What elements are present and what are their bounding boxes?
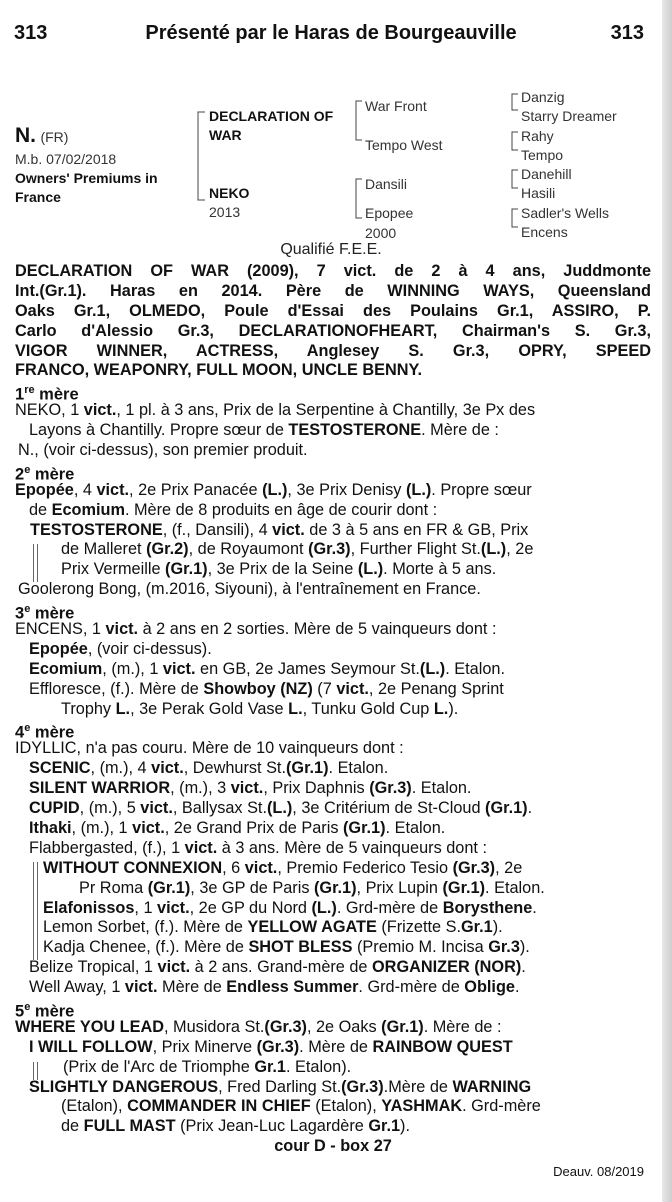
pedigree-gen3: Danehill xyxy=(521,166,572,182)
premiums-line-2: France xyxy=(15,189,61,205)
produce-line: (Prix de l'Arc de Triomphe Gr.1. Etalon). xyxy=(63,1057,352,1076)
produce-divider xyxy=(33,1062,34,1080)
dam-text-line: Layons à Chantilly. Propre sœur de TESTOSTERONE. Mère de : xyxy=(29,421,499,440)
box-location: cour D - box 27 xyxy=(274,1137,392,1156)
produce-line: SLIGHTLY DANGEROUS, Fred Darling St.(Gr.3).Mère de WARNING xyxy=(29,1077,532,1096)
dam-text-line: ENCENS, 1 vict. à 2 ans en 2 sorties. Mère de 5 vainqueurs dont : xyxy=(15,620,497,639)
section-heading-third-dam: 3e mère xyxy=(15,603,75,623)
sire-paragraph-line: Carlo d'Alessio Gr.3, DECLARATIONOFHEART, Chairman's S. Gr.3, xyxy=(15,321,651,340)
pedigree-gen2-year: 2000 xyxy=(365,225,397,241)
produce-line: Lemon Sorbet, (f.). Mère de YELLOW AGATE (Frizette S.Gr.1). xyxy=(43,918,503,937)
produce-line: SILENT WARRIOR, (m.), 3 vict., Prix Daphnis (Gr.3). Etalon. xyxy=(29,779,472,798)
dam-text-line: N., (voir ci-dessus), son premier produit. xyxy=(18,441,308,460)
produce-line: de FULL MAST (Prix Jean-Luc Lagardère Gr.1). xyxy=(61,1117,410,1136)
pedigree-gen2: War Front xyxy=(365,98,427,114)
pedigree-gen3: Rahy xyxy=(521,128,554,144)
produce-line: Elafonissos, 1 vict., 2e GP du Nord (L.). Grd-mère de Borysthene. xyxy=(43,898,537,917)
horse-sex-dob: M.b. 07/02/2018 xyxy=(15,151,117,167)
produce-line: Ithaki, (m.), 1 vict., 2e Grand Prix de Paris (Gr.1). Etalon. xyxy=(29,818,446,837)
pedigree-gen2: Tempo West xyxy=(365,137,443,153)
produce-line: WITHOUT CONNEXION, 6 vict., Premio Federico Tesio (Gr.3), 2e xyxy=(43,858,523,877)
produce-line: Well Away, 1 vict. Mère de Endless Summer. Grd-mère de Oblige. xyxy=(29,978,520,997)
lot-number-right: 313 xyxy=(610,22,644,44)
page-title: Présenté par le Haras de Bourgeauville xyxy=(145,22,517,44)
page-edge-shadow xyxy=(662,0,672,1202)
produce-line: SCENIC, (m.), 4 vict., Dewhurst St.(Gr.1). Etalon. xyxy=(29,759,389,778)
catalogue-body xyxy=(15,262,651,1157)
produce-divider xyxy=(33,862,34,960)
produce-line: TESTOSTERONE, (f., Dansili), 4 vict. de 3 à 5 ans en FR & GB, Prix xyxy=(30,520,529,539)
lot-number-left: 313 xyxy=(14,22,48,44)
dam-text-line: Epopée, 4 vict., 2e Prix Panacée (L.), 3e Prix Denisy (L.). Propre sœur xyxy=(15,480,532,499)
produce-line: Flabbergasted, (f.), 1 vict. à 3 ans. Mère de 5 vainqueurs dont : xyxy=(29,838,487,857)
section-heading-fifth-dam: 5e mère xyxy=(15,1000,75,1021)
produce-line: Effloresce, (f.). Mère de Showboy (NZ) (7 vict., 2e Penang Sprint xyxy=(29,679,504,698)
horse-name: N. xyxy=(15,124,36,147)
sire-paragraph-line: Oaks Gr.1, OLMEDO, Poule d'Essai des Poulains Gr.1, ASSIRO, P. xyxy=(15,301,651,320)
produce-line: Epopée, (voir ci-dessus). xyxy=(29,639,212,658)
produce-divider xyxy=(33,544,34,582)
produce-line: Ecomium, (m.), 1 vict. en GB, 2e James Seymour St.(L.). Etalon. xyxy=(29,659,505,678)
produce-line: Kadja Chenee, (f.). Mère de SHOT BLESS (Premio M. Incisa Gr.3). xyxy=(43,938,530,957)
section-heading-fourth-dam: 4e mère xyxy=(15,722,75,742)
pedigree-gen2: Dansili xyxy=(365,176,408,192)
dam-text-line: WHERE YOU LEAD, Musidora St.(Gr.3), 2e Oaks (Gr.1). Mère de : xyxy=(15,1017,502,1036)
produce-line: (Etalon), COMMANDER IN CHIEF (Etalon), YASHMAK. Grd-mère xyxy=(61,1097,541,1116)
dam-text-line: IDYLLIC, n'a pas couru. Mère de 10 vainqueurs dont : xyxy=(15,739,404,758)
qualifie-fee: Qualifié F.E.E. xyxy=(280,241,382,258)
produce-line: I WILL FOLLOW, Prix Minerve (Gr.3). Mère de RAINBOW QUEST xyxy=(29,1037,513,1056)
dam-text-line: de Ecomium. Mère de 8 produits en âge de courir dont : xyxy=(29,500,438,519)
produce-line: CUPID, (m.), 5 vict., Ballysax St.(L.), 3e Critérium de St-Cloud (Gr.1). xyxy=(29,799,533,818)
edition-date: Deauv. 08/2019 xyxy=(553,1164,644,1179)
pedigree-gen3: Danzig xyxy=(521,89,565,105)
pedigree-gen2: Epopee xyxy=(365,205,414,221)
produce-line: de Malleret (Gr.2), de Royaumont (Gr.3), Further Flight St.(L.), 2e xyxy=(61,540,534,559)
produce-line: Pr Roma (Gr.1), 3e GP de Paris (Gr.1), Prix Lupin (Gr.1). Etalon. xyxy=(79,878,545,897)
dam-name: NEKO xyxy=(209,185,250,201)
pedigree-gen3: Tempo xyxy=(521,147,564,163)
section-heading-first-dam: 1re mère xyxy=(15,384,79,404)
pedigree-gen3: Hasili xyxy=(521,185,556,201)
produce-divider xyxy=(37,862,38,960)
section-heading-second-dam: 2e mère xyxy=(15,463,75,484)
dam-year: 2013 xyxy=(209,204,241,220)
produce-line: Belize Tropical, 1 vict. à 2 ans. Grand-mère de ORGANIZER (NOR). xyxy=(29,958,526,977)
sire-paragraph-line: Int.(Gr.1). Haras en 2014. Père de WINNING WAYS, Queensland xyxy=(15,281,651,300)
pedigree-gen3: Encens xyxy=(521,224,568,240)
produce-divider xyxy=(37,1062,38,1080)
pedigree-brackets xyxy=(0,0,662,260)
premiums-line-1: Owners' Premiums in xyxy=(15,170,158,186)
produce-line: Trophy L., 3e Perak Gold Vase L., Tunku Gold Cup L.). xyxy=(61,699,459,718)
dam-text-line: NEKO, 1 vict., 1 pl. à 3 ans, Prix de la Serpentine à Chantilly, 3e Px des xyxy=(15,401,536,420)
pedigree-gen3: Sadler's Wells xyxy=(521,205,609,221)
sire-paragraph-line: DECLARATION OF WAR (2009), 7 vict. de 2 à 4 ans, Juddmonte xyxy=(15,262,651,280)
produce-line: Goolerong Bong, (m.2016, Siyouni), à l'entraînement en France. xyxy=(18,580,481,599)
sire-name-line-2: WAR xyxy=(209,127,242,143)
produce-divider xyxy=(37,544,38,582)
sire-paragraph-line: VIGOR WINNER, ACTRESS, Anglesey S. Gr.3, OPRY, SPEED xyxy=(15,341,651,360)
sire-paragraph-line: FRANCO, WEAPONRY, FULL MOON, UNCLE BENNY. xyxy=(15,361,423,380)
produce-line: Prix Vermeille (Gr.1), 3e Prix de la Seine (L.). Morte à 5 ans. xyxy=(61,560,497,579)
sire-name-line-1: DECLARATION OF xyxy=(209,108,334,124)
horse-country: (FR) xyxy=(40,129,69,145)
pedigree-gen3: Starry Dreamer xyxy=(521,108,617,124)
